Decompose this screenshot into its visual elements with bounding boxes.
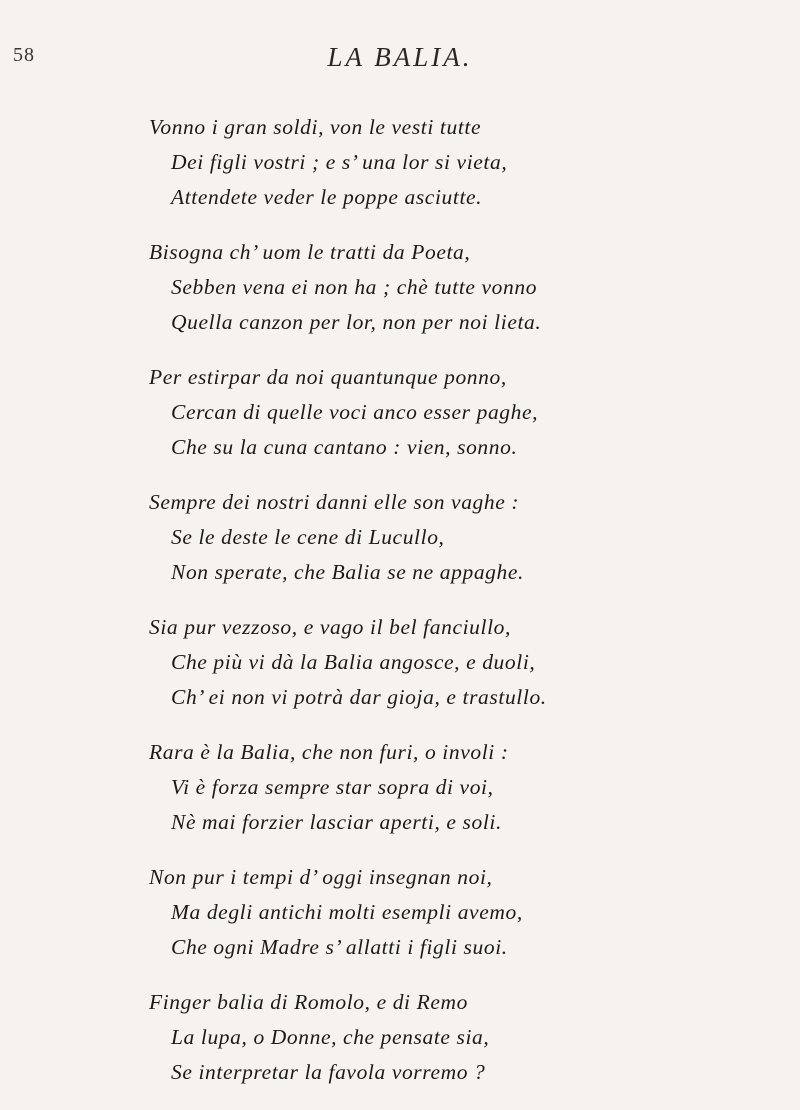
verse-line: Rara è la Balia, che non furi, o involi : [149,740,509,764]
verse-line: Nè mai forzier lasciar aperti, e soli. [171,810,502,834]
verse-line: Non pur i tempi d’ oggi insegnan noi, [149,865,493,889]
verse-line: Vi è forza sempre star sopra di voi, [171,775,494,799]
verse-line: Che ogni Madre s’ allatti i figli suoi. [171,935,508,959]
verse-line: Attendete veder le poppe asciutte. [171,185,483,209]
stanza [149,485,769,590]
stanza [149,360,769,465]
verse-line: Che più vi dà la Balia angosce, e duoli, [171,650,536,674]
stanza [149,860,769,965]
verse-line: Sebben vena ei non ha ; chè tutte vonno [171,275,538,299]
stanza [149,985,769,1090]
verse-line: Bisogna ch’ uom le tratti da Poeta, [149,240,471,264]
verse-line: Finger balia di Romolo, e di Remo [149,990,468,1014]
verse-line: Cercan di quelle voci anco esser paghe, [171,400,539,424]
verse-line: Non sperate, che Balia se ne appaghe. [171,560,524,584]
verse-line: Dei figli vostri ; e s’ una lor si vieta, [171,150,508,174]
verse-line: Ma degli antichi molti esempli avemo, [171,900,523,924]
poem-body [149,110,769,1110]
verse-line: La lupa, o Donne, che pensate sia, [171,1025,490,1049]
page-number: 58 [13,44,35,66]
verse-line: Sempre dei nostri danni elle son vaghe : [149,490,520,514]
verse-line: Vonno i gran soldi, von le vesti tutte [149,115,482,139]
verse-line: Sia pur vezzoso, e vago il bel fanciullo, [149,615,511,639]
stanza [149,610,769,715]
verse-line: Se interpretar la favola vorremo ? [171,1060,486,1084]
verse-line: Quella canzon per lor, non per noi lieta. [171,310,542,334]
stanza [149,235,769,340]
verse-line: Se le deste le cene di Lucullo, [171,525,445,549]
stanza [149,110,769,215]
verse-line: Per estirpar da noi quantunque ponno, [149,365,507,389]
stanza [149,735,769,840]
verse-line: Che su la cuna cantano : vien, sonno. [171,435,518,459]
running-title: LA BALIA. [327,42,473,72]
verse-line: Ch’ ei non vi potrà dar gioja, e trastullo. [171,685,547,709]
